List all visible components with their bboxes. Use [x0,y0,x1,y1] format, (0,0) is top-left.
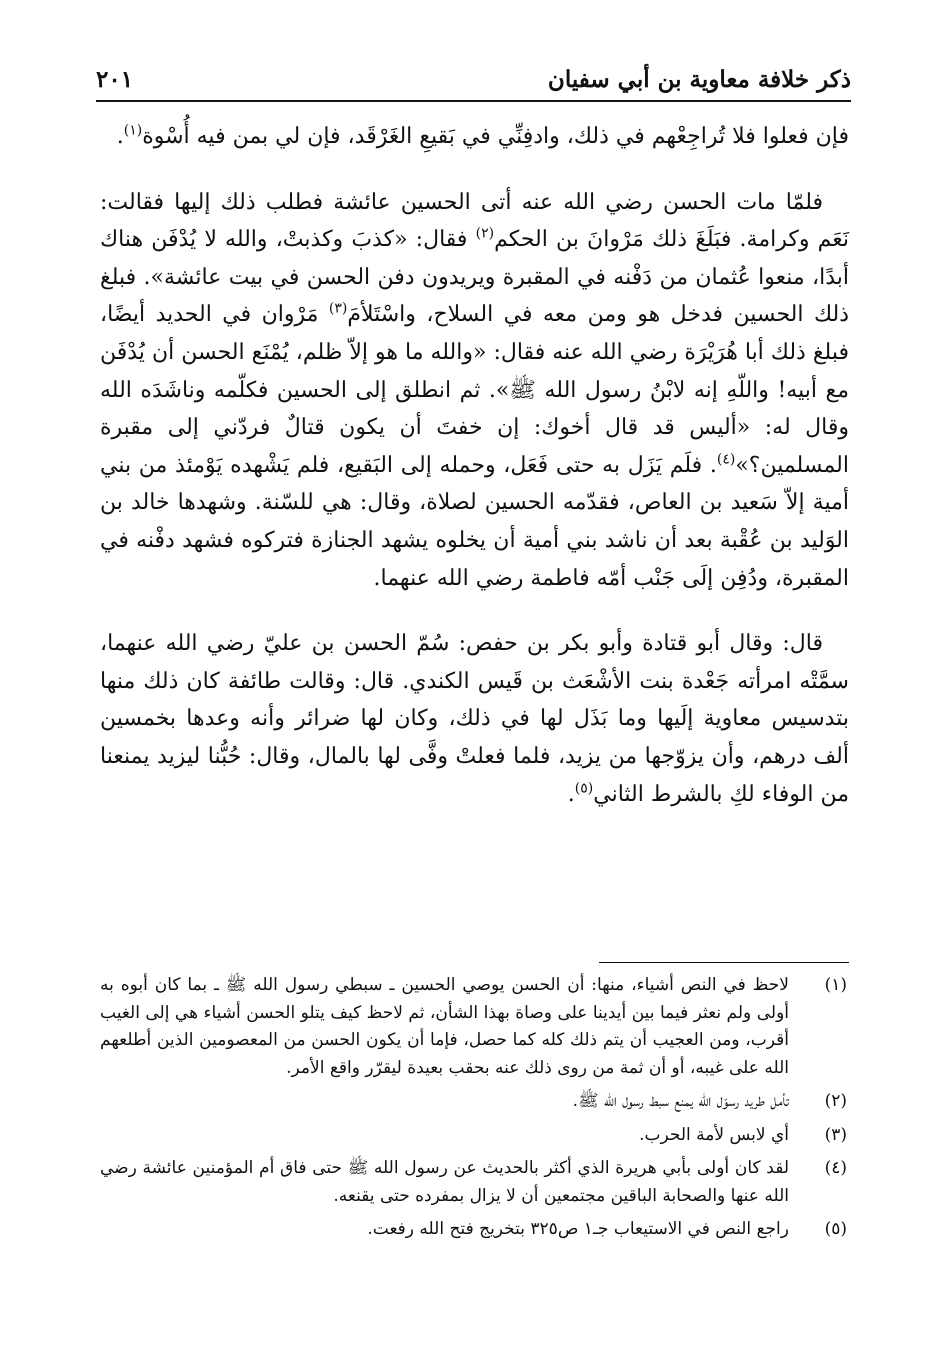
paragraph-1-text: فإن فعلوا فلا تُراجِعْهم في ذلك، وادفِنِّي في بَقيعِ الغَرْقَد، فإن لي بمن فيه أُسْوة [142,124,849,149]
footnote-ref-2: (٢) [475,225,495,242]
paragraph-2-tail: فقال: «كذبَ وكذبتْ، والله لا يُدْفَن هناك أبدًا، منعوا عُثمان من دَفْنه في المقبرة ويريدون دفن الحسن في بيت عائشة». فبلغ ذلك الحسين فدخل هو ومن معه في السلاح، واسْتَلأمَ [100,227,849,328]
footnote-4 [100,1155,847,1210]
footnote-text: تأمل طريد رسوّل الله يمنع سبط رسول الله ﷺ. [572,1091,789,1111]
footnote-2 [100,1088,847,1116]
footnote-1 [100,972,847,1082]
page-header [96,58,851,102]
footnote-ref-3: (٣) [328,301,348,318]
footnote-number: (٥) [824,1219,847,1239]
footnote-number: (٢) [824,1091,847,1111]
paragraph-1-tail: . [116,124,124,149]
footnote-number: (٣) [824,1124,847,1145]
footnote-text: أي لابس لأمة الحرب. [639,1124,789,1145]
footnote-ref-4: (٤) [716,451,736,468]
paragraph-2-tail-3: . فلَم يَزَل به حتى فَعَل، وحمله إلى البَقيع، فلم يَشْهده يَوْمئذ من بني أمية إلاّ سَعيد بن العاص، فقدّمه الحسين لصلاة، وقال: هي للسّنة. وشهدها خالد بن الوَليد بن عُقْبة بعد أن ناشد بني أمية أن يخلوه يشهد الجنازة فتركوه فشهد دفْنه في المقبرة، ودُفِن إلَى جَنْب أمّه فاطمة رضي الله عنهما. [100,452,849,591]
page-number: ٢٠١ [96,65,134,93]
footnotes [100,972,847,1250]
running-title: ذكر خلافة معاوية بن أبي سفيان [547,65,851,93]
paragraph-2-tail-2: مَرْوان في الحديد أيضًا، فبلغ ذلك أبا هُرَيْرَة رضي الله عنه فقال: «والله ما هو إلاّ ظلم، يُمْنَع الحسن أن يُدْفَن مع أبيه! واللّهِ إنه لابْنُ رسول الله ﷺ». ثم انطلق إلى الحسين فكلّمه وناشَدَه الله وقال له: «أليس قد قال أخوك: إن خفتَ أن يكون قتالٌ فردّني إلى مقبرة المسلمين؟» [100,302,849,478]
paragraph-2-text: فلمّا مات الحسن رضي الله عنه أتى الحسين عائشة فطلب ذلك إليها فقالت: نَعَم وكرامة. فبَلَغَ ذلك مَرْوانَ بن الحكم [100,189,849,253]
footnote-3 [100,1122,847,1150]
footnote-5 [100,1216,847,1244]
footnote-text: لاحظ في النص أشياء، منها: أن الحسن يوصي الحسين ـ سبطي رسول الله ﷺ ـ بما كان أبوه به أولى ولم نعثر فيما بين أيدينا على وصاة بهذا الشأن، ثم لاحظ كيف يتلو الحسن أشياء هي إلى الغيب أقرب، ومن العجيب أن يتم ذلك كله كما حصل، فإما أن يكون الحسن من المعصومين الذين أطلعهم الله على غيبه، أو أن ثمة من روى ذلك عنه بحقب بعيدة ليقرّر واقع الأمر. [100,975,789,1078]
footnote-text: راجع النص في الاستيعاب جـ١ ص٣٢٥ بتخريج فتح الله رفعت. [367,1219,789,1239]
paragraph-1 [100,118,849,156]
footnote-text: لقد كان أولى بأبي هريرة الذي أكثر بالحديث عن رسول الله ﷺ حتى فاق أم المؤمنين عائشة رضي الله عنها والصحابة الباقين مجتمعين أن لا يزال بمفرده حتى يقنعه. [100,1158,789,1206]
footnote-ref-1: (١) [123,122,143,139]
main-text [100,118,849,841]
paragraph-3-text: قال: وقال أبو قتادة وأبو بكر بن حفص: سُمّ الحسن بن عليّ رضي الله عنهما، سمَّتْه امرأته جَعْدة بنت الأشْعَث بن قَيس الكندي. قال: وقالت طائفة كان ذلك منها بتدسيس معاوية إلَيها وما بَذَل لها في ذلك، وكان لها ضرائر وأنه وعدها بخمسين ألف درهم، وأن يزوّجها من يزيد، فلما فعلتْ وفَّى لها بالمال، وقال: حُبُّنا ليزيد يمنعنا من الوفاء لكِ بالشرط الثاني [100,631,849,807]
paragraph-3 [100,625,849,813]
footnote-number: (١) [824,975,847,995]
paragraph-3-tail: . [567,781,575,807]
footnote-ref-5: (٥) [574,780,594,797]
footnote-number: (٤) [824,1158,847,1178]
footnote-separator [599,962,849,963]
paragraph-2 [100,184,849,598]
